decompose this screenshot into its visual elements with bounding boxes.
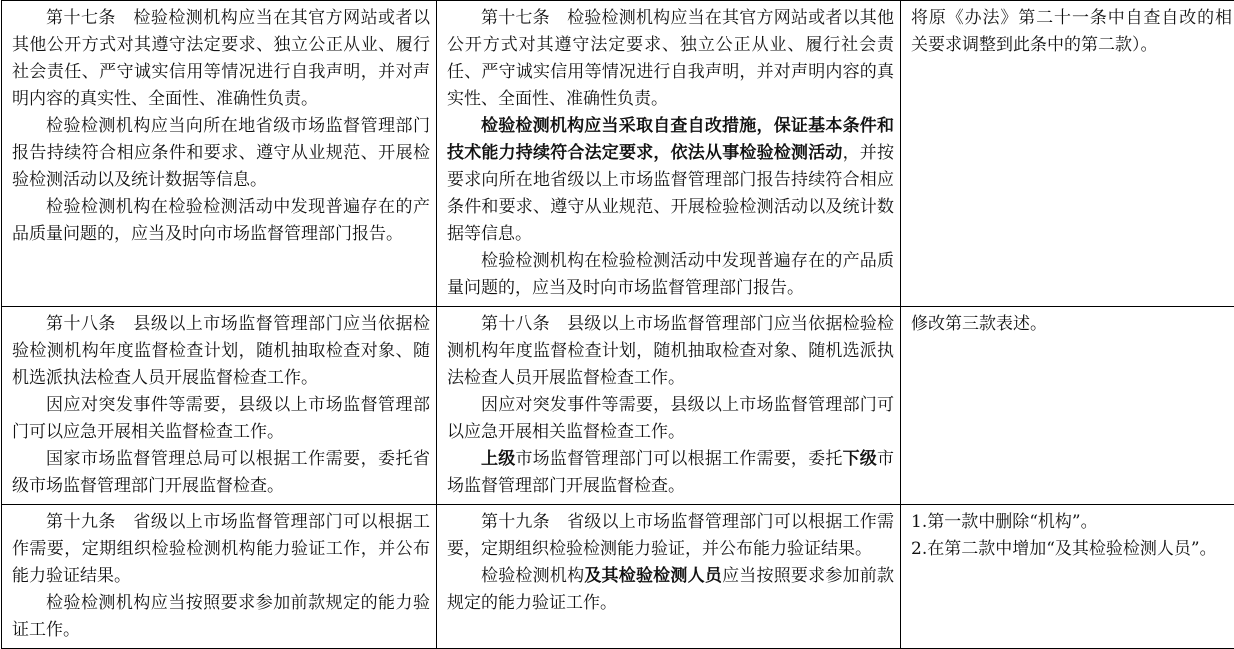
revised-text-cell <box>437 307 901 505</box>
text-run: 第十七条 检验检测机构应当在其官方网站或者以其他公开方式对其遵守法定要求、独立公正从业、履行社会责任、严守诚实信用等情况进行自我声明，并对声明内容的真实性、全面性、准确性负责。 <box>447 8 894 109</box>
revision-note-cell <box>901 307 1234 505</box>
text-run: ，并按要求向所在地省级以上市场监督管理部门报告持续符合相应条件和要求、遵守从业规范、开展检验检测活动以及统计数据等信息。 <box>447 143 894 244</box>
paragraph <box>447 248 894 302</box>
paragraph <box>12 5 430 113</box>
revision-note-cell <box>901 505 1234 649</box>
note-line: 将原《办法》第二十一条中自查自改的相关要求调整到此条中的第二款）。 <box>911 5 1232 59</box>
text-run: 检验检测机构应当按照要求参加前款规定的能力验证工作。 <box>12 593 430 640</box>
bold-text-run: 下级 <box>843 449 877 469</box>
text-run: 市场监督管理部门开展监督检查。 <box>447 449 894 496</box>
text-run: 检验检测机构应当向所在地省级市场监督管理部门报告持续符合相应条件和要求、遵守从业规范、开展检验检测活动以及统计数据等信息。 <box>12 116 430 190</box>
note-line: 2.在第二款中增加“及其检验检测人员”。 <box>911 536 1232 563</box>
text-run: 检验检测机构 <box>481 566 584 586</box>
text-run: 检验检测机构在检验检测活动中发现普遍存在的产品质量问题的，应当及时向市场监督管理部门报告。 <box>12 197 430 244</box>
bold-text-run: 上级 <box>481 449 515 469</box>
comparison-table <box>1 0 1234 649</box>
text-run: 应当按照要求参加前款规定的能力验证工作。 <box>447 566 894 613</box>
revision-note-cell <box>901 1 1234 307</box>
paragraph <box>12 392 430 446</box>
text-run: 第十九条 省级以上市场监督管理部门可以根据工作需要，定期组织检验检测能力验证，并公布能力验证结果。 <box>447 512 894 559</box>
table-row <box>2 1 1234 307</box>
paragraph <box>12 113 430 194</box>
text-run: 国家市场监督管理总局可以根据工作需要，委托省级市场监督管理部门开展监督检查。 <box>12 449 430 496</box>
text-run: 第十九条 省级以上市场监督管理部门可以根据工作需要，定期组织检验检测机构能力验证工作，并公布能力验证结果。 <box>12 512 430 586</box>
original-text-cell <box>2 505 437 649</box>
bold-text-run: 及其检验检测人员 <box>584 566 722 586</box>
revised-text-cell <box>437 1 901 307</box>
text-run: 第十八条 县级以上市场监督管理部门应当依据检验检测机构年度监督检查计划，随机抽取检查对象、随机选派执法检查人员开展监督检查工作。 <box>447 314 894 388</box>
paragraph <box>12 311 430 392</box>
paragraph <box>447 446 894 500</box>
paragraph <box>447 311 894 392</box>
text-run: 市场监督管理部门可以根据工作需要，委托 <box>515 449 842 469</box>
original-text-cell <box>2 1 437 307</box>
paragraph <box>12 446 430 500</box>
paragraph <box>447 563 894 617</box>
paragraph <box>447 509 894 563</box>
paragraph <box>447 392 894 446</box>
paragraph <box>12 509 430 590</box>
table-row <box>2 307 1234 505</box>
text-run: 因应对突发事件等需要，县级以上市场监督管理部门可以应急开展相关监督检查工作。 <box>12 395 430 442</box>
paragraph <box>447 113 894 248</box>
bold-text-run: 检验检测机构应当采取自查自改措施，保证基本条件和技术能力持续符合法定要求，依法从事检验检测活动 <box>447 116 894 163</box>
table-row <box>2 505 1234 649</box>
text-run: 因应对突发事件等需要，县级以上市场监督管理部门可以应急开展相关监督检查工作。 <box>447 395 894 442</box>
original-text-cell <box>2 307 437 505</box>
revised-text-cell <box>437 505 901 649</box>
text-run: 第十七条 检验检测机构应当在其官方网站或者以其他公开方式对其遵守法定要求、独立公正从业、履行社会责任、严守诚实信用等情况进行自我声明，并对声明内容的真实性、全面性、准确性负责。 <box>12 8 430 109</box>
paragraph <box>12 194 430 248</box>
text-run: 第十八条 县级以上市场监督管理部门应当依据检验检测机构年度监督检查计划，随机抽取检查对象、随机选派执法检查人员开展监督检查工作。 <box>12 314 430 388</box>
paragraph <box>447 5 894 113</box>
text-run: 检验检测机构在检验检测活动中发现普遍存在的产品质量问题的，应当及时向市场监督管理部门报告。 <box>447 251 894 298</box>
note-line: 1.第一款中删除“机构”。 <box>911 509 1232 536</box>
note-line: 修改第三款表述。 <box>911 311 1232 338</box>
paragraph <box>12 590 430 644</box>
